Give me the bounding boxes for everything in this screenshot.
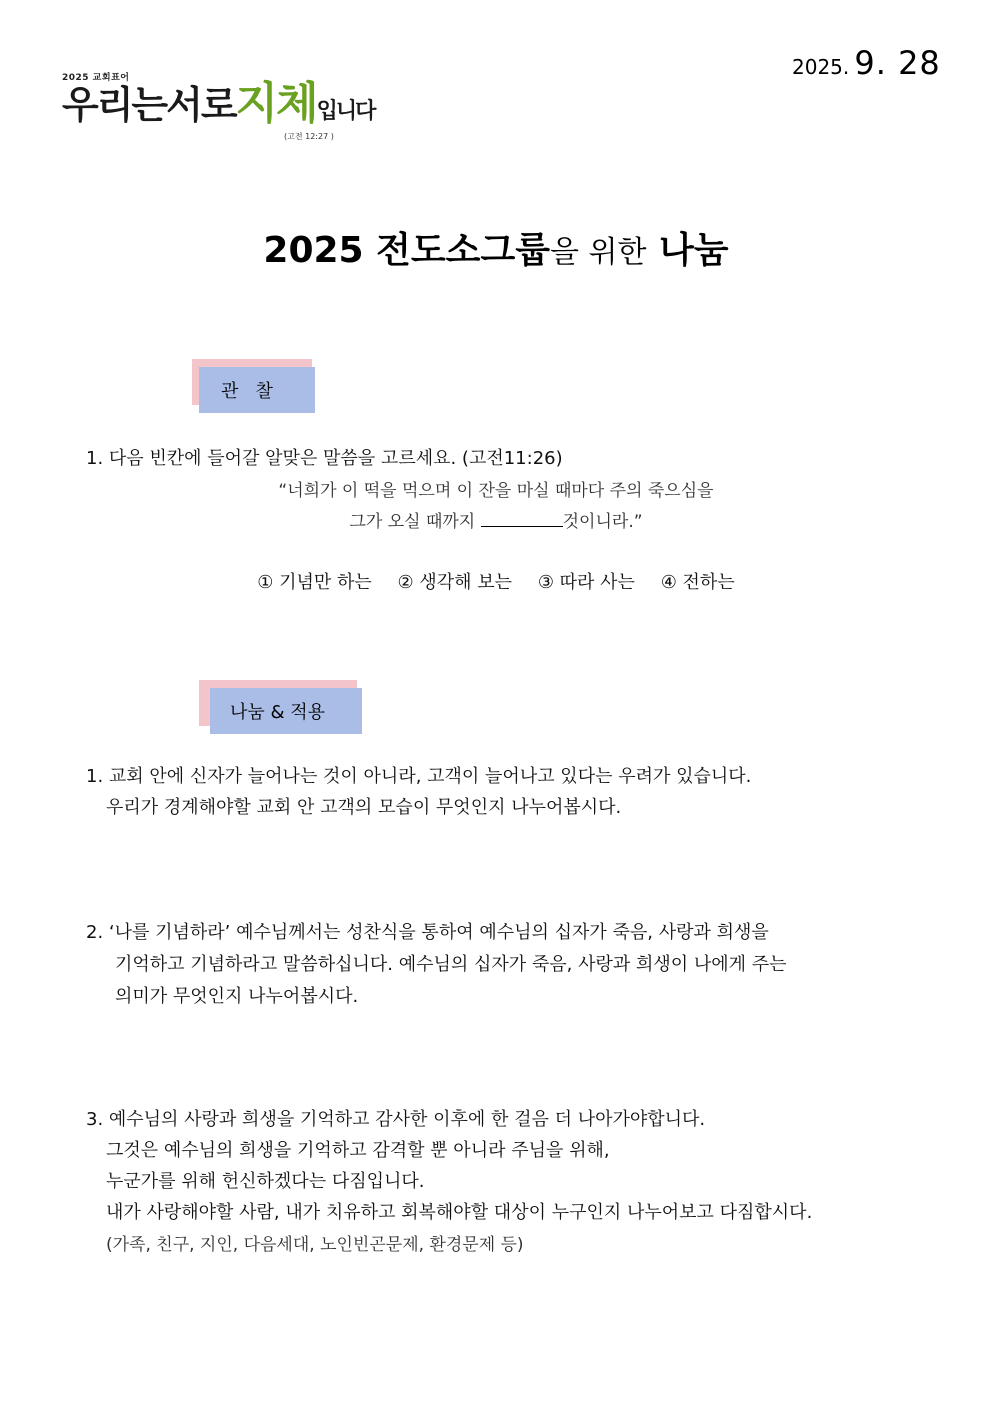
share-question-2-line-3: 의미가 무엇인지 나누어봅시다. — [115, 986, 359, 1007]
share-question-1-line-1: 1. 교회 안에 신자가 늘어나는 것이 아니라, 고객이 늘어나고 있다는 우려가 있습니다. — [86, 766, 752, 787]
logo-part-4: 입니다 — [316, 99, 375, 124]
quote-line-2-before: 그가 오실 때까지 — [349, 512, 476, 532]
logo-part-2: 서로 — [166, 83, 236, 127]
logo-part-1: 우리는 — [62, 83, 167, 127]
title-part-3: 나눔 — [659, 230, 729, 271]
logo-part-3: 지체 — [235, 78, 317, 129]
share-question-2-line-1: 2. ‘나를 기념하라’ 예수님께서는 성찬식을 통하여 예수님의 십자가 죽음, 사랑과 희생을 — [86, 922, 769, 943]
answer-options — [0, 568, 992, 594]
page-title — [0, 222, 992, 273]
answer-blank — [481, 510, 563, 527]
option-2: ② 생각해 보는 — [397, 572, 513, 593]
share-question-2-line-2: 기억하고 기념하라고 말씀하십니다. 예수님의 십자가 죽음, 사랑과 희생이 나에게 주는 — [115, 954, 787, 975]
option-1: ① 기념만 하는 — [257, 572, 372, 593]
share-question-3-line-3: 누군가를 위해 헌신하겠다는 다짐입니다. — [106, 1171, 425, 1192]
quote-line-2-after: 것이니라.” — [562, 512, 643, 532]
logo-caption: 2025 교회표어 — [62, 73, 130, 83]
title-part-1: 2025 전도소그룹 — [263, 230, 550, 271]
share-question-3-line-4: 내가 사랑해야할 사람, 내가 치유하고 회복해야할 대상이 누구인지 나누어보고 다짐합시다. — [106, 1202, 813, 1223]
observe-question: 1. 다음 빈칸에 들어갈 알맞은 말씀을 고르세요. (고전11:26) — [86, 448, 563, 469]
scripture-quote-line-1: “너희가 이 떡을 먹으며 이 잔을 마실 때마다 주의 죽으심을 — [278, 481, 714, 501]
share-section-label: 나눔 & 적용 — [210, 688, 362, 734]
share-question-3-line-2: 그것은 예수님의 희생을 기억하고 감격할 뿐 아니라 주님을 위해, — [106, 1140, 610, 1161]
logo-reference: (고전 12:27 ) — [284, 132, 334, 141]
share-question-1-line-2: 우리가 경계해야할 교회 안 고객의 모습이 무엇인지 나누어봅시다. — [106, 797, 622, 818]
title-part-2: 을 위한 — [550, 235, 647, 270]
share-question-3-line-1: 3. 예수님의 사랑과 희생을 기억하고 감사한 이후에 한 걸음 더 나아가야합니다. — [86, 1109, 706, 1130]
document-date — [792, 44, 941, 82]
option-3: ③ 따라 사는 — [537, 572, 635, 593]
date-month-day: 9. 28 — [854, 44, 941, 82]
date-year: 2025. — [792, 55, 850, 79]
observe-section-label: 관 찰 — [199, 367, 315, 413]
scripture-quote-line-2 — [0, 507, 992, 532]
option-4: ④ 전하는 — [660, 572, 735, 593]
share-question-3-hint: (가족, 친구, 지인, 다음세대, 노인빈곤문제, 환경문제 등) — [106, 1235, 524, 1255]
